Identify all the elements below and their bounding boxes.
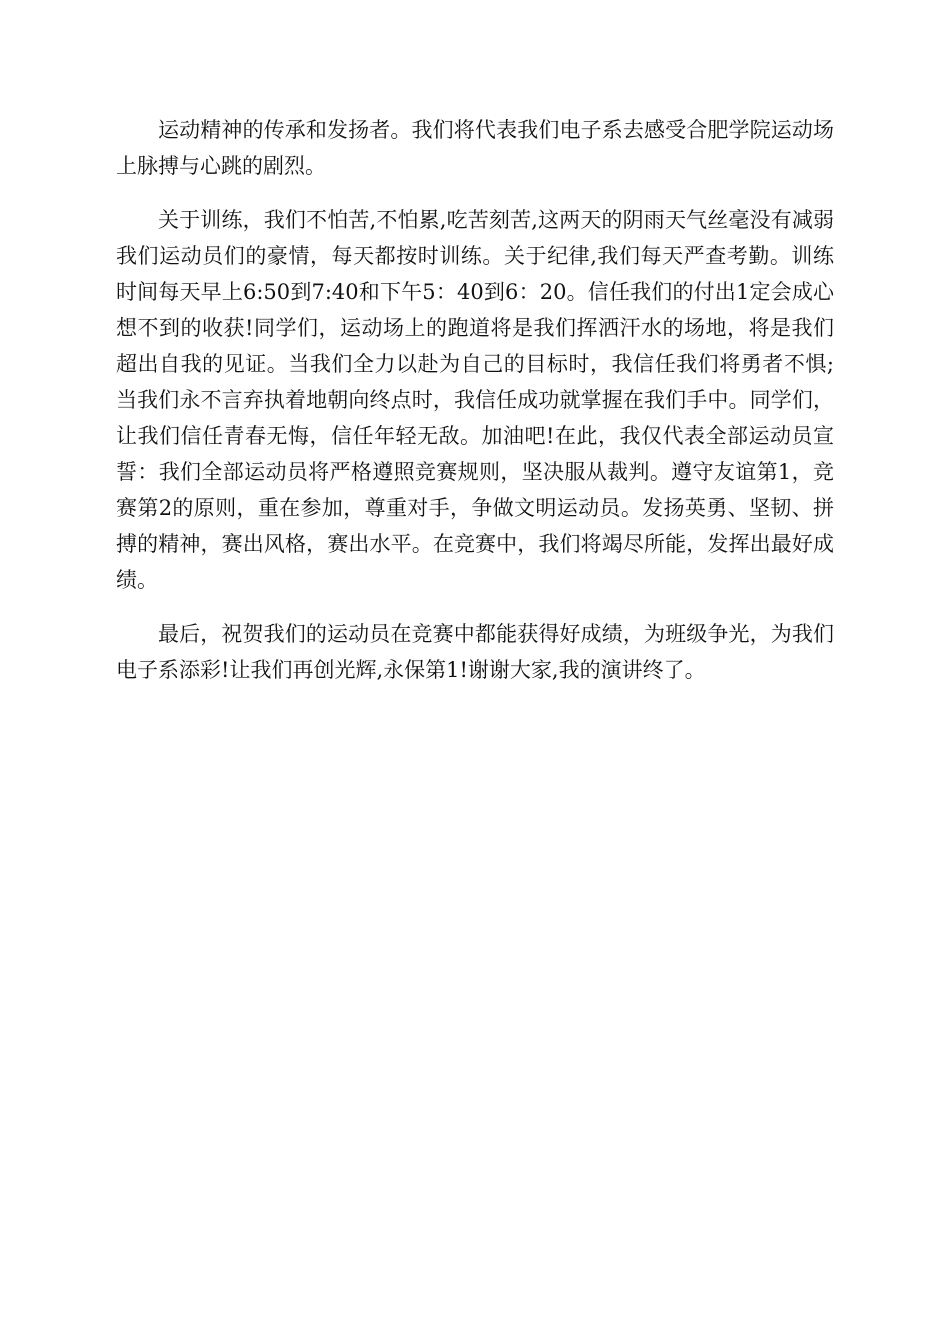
document-body xyxy=(116,112,834,706)
paragraph: 关于训练，我们不怕苦,不怕累,吃苦刻苦,这两天的阴雨天气丝毫没有减弱我们运动员们的豪情，每天都按时训练。关于纪律,我们每天严查考勤。训练时间每天早上6:50到7:40和下午5：40到6：20。信任我们的付出1定会成心想不到的收获!同学们，运动场上的跑道将是我们挥洒汗水的场地，将是我们超出自我的见证。当我们全力以赴为自己的目标时，我信任我们将勇者不惧;当我们永不言弃执着地朝向终点时，我信任成功就掌握在我们手中。同学们，让我们信任青春无悔，信任年轻无敌。加油吧!在此，我仅代表全部运动员宣誓：我们全部运动员将严格遵照竞赛规则，坚决服从裁判。遵守友谊第1，竞赛第2的原则，重在参加，尊重对手，争做文明运动员。发扬英勇、坚韧、拼搏的精神，赛出风格，赛出水平。在竞赛中，我们将竭尽所能，发挥出最好成绩。 xyxy=(116,208,834,592)
paragraph: 运动精神的传承和发扬者。我们将代表我们电子系去感受合肥学院运动场上脉搏与心跳的剧烈。 xyxy=(116,118,834,178)
paragraph: 最后，祝贺我们的运动员在竞赛中都能获得好成绩，为班级争光，为我们电子系添彩!让我们再创光辉,永保第1!谢谢大家,我的演讲终了。 xyxy=(116,622,834,682)
